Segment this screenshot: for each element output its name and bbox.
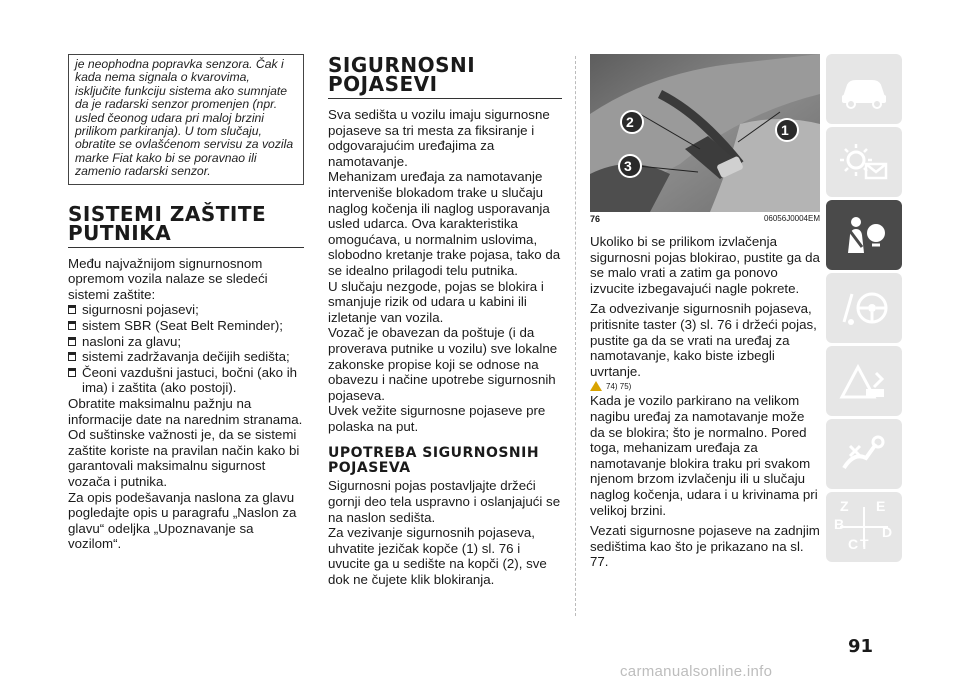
- bullet-item: sistemi zadržavanja dečijih sedišta;: [68, 349, 304, 365]
- checkbox-bullet-icon: [68, 368, 76, 377]
- breakdown-icon: [836, 359, 892, 403]
- safety-airbag-icon: [836, 213, 892, 257]
- intro-paragraph: Među najvažnijom signurnosnom opremom vozila nalaze se sledeći sistemi zaštite:: [68, 255, 268, 302]
- index-letter: D: [882, 524, 893, 540]
- paragraph: Vezati sigurnosne pojaseve na zadnjim sedištima kao što je prikazano na sl. 77.: [590, 523, 820, 570]
- tab-vehicle[interactable]: [826, 54, 902, 124]
- service-icon: [836, 432, 892, 476]
- paragraph: Uvek vežite sigurnosne pojaseve pre polaska na put.: [328, 403, 546, 434]
- figure-caption: [590, 214, 820, 224]
- column-divider: [575, 56, 576, 616]
- column-middle: [328, 54, 562, 588]
- paragraph: Za opis podešavanja naslona za glavu pogledajte opis u paragrafu „Naslon za glavu“ odeljka „Upoznavanje sa vozilom“.: [68, 489, 297, 552]
- callout-2: 2: [626, 114, 634, 130]
- paragraph: Sigurnosni pojas postavljajte držeći gornji deo tela uspravno i oslanjajući se na naslon sedišta.: [328, 478, 561, 525]
- index-letter: T: [860, 536, 869, 552]
- index-letter: Z: [840, 498, 849, 514]
- section-heading-passenger-protection: SISTEMI ZAŠTITE PUTNIKA: [68, 205, 304, 248]
- column-right: [590, 54, 820, 570]
- callout-1: 1: [781, 122, 789, 138]
- warning-reference: 74) 75): [590, 381, 820, 391]
- tab-maintenance[interactable]: [826, 419, 902, 489]
- column-left: [68, 54, 304, 552]
- page-number: 91: [848, 636, 874, 657]
- paragraph: Obratite maksimalnu pažnju na informacije date na narednim stranama. Od suštinske važnosti je, da se sistemi zaštite koriste na pravilan način kako bi garantovali maksimalnu sigurnost vozača i putnika.: [68, 396, 303, 489]
- figure-seat-belt-buckle: [590, 54, 820, 212]
- chapter-sidebar: [826, 54, 902, 565]
- checkbox-bullet-icon: [68, 352, 76, 361]
- tab-safety[interactable]: [826, 200, 902, 270]
- paragraph: Mehanizam uređaja za namotavanje interveniše blokadom trake u slučaju naglog kočenja ili naglog usporavanja usled udarca. Ova karakteristika omogućava, u normalnim uslovima, slobodno kretanje trake pojasa, tako da se idealno prilagodi telu putnika.: [328, 169, 561, 278]
- section-heading-seat-belts: SIGURNOSNI POJASEVI: [328, 56, 562, 99]
- bullet-item: Čeoni vazdušni jastuci, bočni (ako ih ima) i zaštita (ako postoji).: [68, 365, 304, 396]
- figure-code: 06056J0004EM: [763, 214, 820, 223]
- tab-warning-lights[interactable]: [826, 127, 902, 197]
- subheading-seat-belt-use: UPOTREBA SIGURNOSNIH POJASEVA: [328, 445, 540, 476]
- bullet-item: sigurnosni pojasevi;: [68, 302, 304, 318]
- car-icon: [836, 67, 892, 111]
- bullet-item: sistem SBR (Seat Belt Reminder);: [68, 318, 304, 334]
- note-box: je neophodna popravka senzora. Čak i kada nema signala o kvarovima, isključite funkciju sistema ako sumnjate da je radarski senzor promenjen (npr. usled čeonog udara pri maloj brzini prilikom parkiranja). U tom slučaju, obratite se ovlašćenom servisu za vozila marke Fiat kako bi se poravnao ili zamenio radarski senzor.: [68, 54, 304, 185]
- tab-index[interactable]: [826, 492, 902, 562]
- callout-3: 3: [624, 158, 632, 174]
- paragraph: Sva sedišta u vozilu imaju sigurnosne pojaseve sa tri mesta za fiksiranje i odgovarajućim uređajima za namotavanje.: [328, 107, 550, 169]
- index-letter: E: [876, 498, 886, 514]
- steering-wheel-icon: [836, 286, 892, 330]
- paragraph: Ukoliko bi se prilikom izvlačenja sigurnosni pojas blokirao, pustite ga da se malo vrati a zatim ga ponovo izvucite izbegavajući nagle pokrete.: [590, 234, 820, 296]
- index-letter: C: [848, 536, 859, 552]
- paragraph: Vozač je obavezan da poštuje (i da proverava putnike u vozilu) sve lokalne zakonske propise koji se odnose na obavezu i načine upotrebe sigurnosnih pojaseva.: [328, 325, 558, 403]
- figure-number: 76: [590, 214, 601, 224]
- watermark: carmanualsonline.info: [620, 663, 773, 680]
- paragraph: Za odvezivanje sigurnosnih pojaseva, pritisnite taster (3) sl. 76 i držeći pojas, pustite ga da se vrati na uređaj za namotavanje, kako biste izbegli uvrtanje.: [590, 301, 817, 379]
- checkbox-bullet-icon: [68, 337, 76, 346]
- paragraph: Za vezivanje sigurnosnih pojaseva, uhvatite jezičak kopče (1) sl. 76 i uvucite ga u sedište na kopči (2), sve dok ne čujete klik blokiranja.: [328, 525, 547, 588]
- checkbox-bullet-icon: [68, 305, 76, 314]
- paragraph: Kada je vozilo parkirano na velikom nagibu uređaj za namotavanje može da se blokira; što je normalno. Pored toga, mehanizam uređaja za namotavanje blokira traku pri svakom njenom brzom izvlačenju ili u slučaju naglog kočenja, udara i u krivinama pri velikoj brzini.: [590, 393, 818, 518]
- tab-starting-driving[interactable]: [826, 273, 902, 343]
- paragraph: U slučaju nezgode, pojas se blokira i smanjuje rizik od udara u kabini ili izletanje van vozila.: [328, 278, 544, 325]
- index-letter: B: [834, 516, 845, 532]
- warning-triangle-icon: [590, 381, 602, 391]
- warning-lights-icon: [836, 140, 892, 184]
- tab-emergency[interactable]: [826, 346, 902, 416]
- bullet-item: nasloni za glavu;: [68, 334, 304, 350]
- checkbox-bullet-icon: [68, 321, 76, 330]
